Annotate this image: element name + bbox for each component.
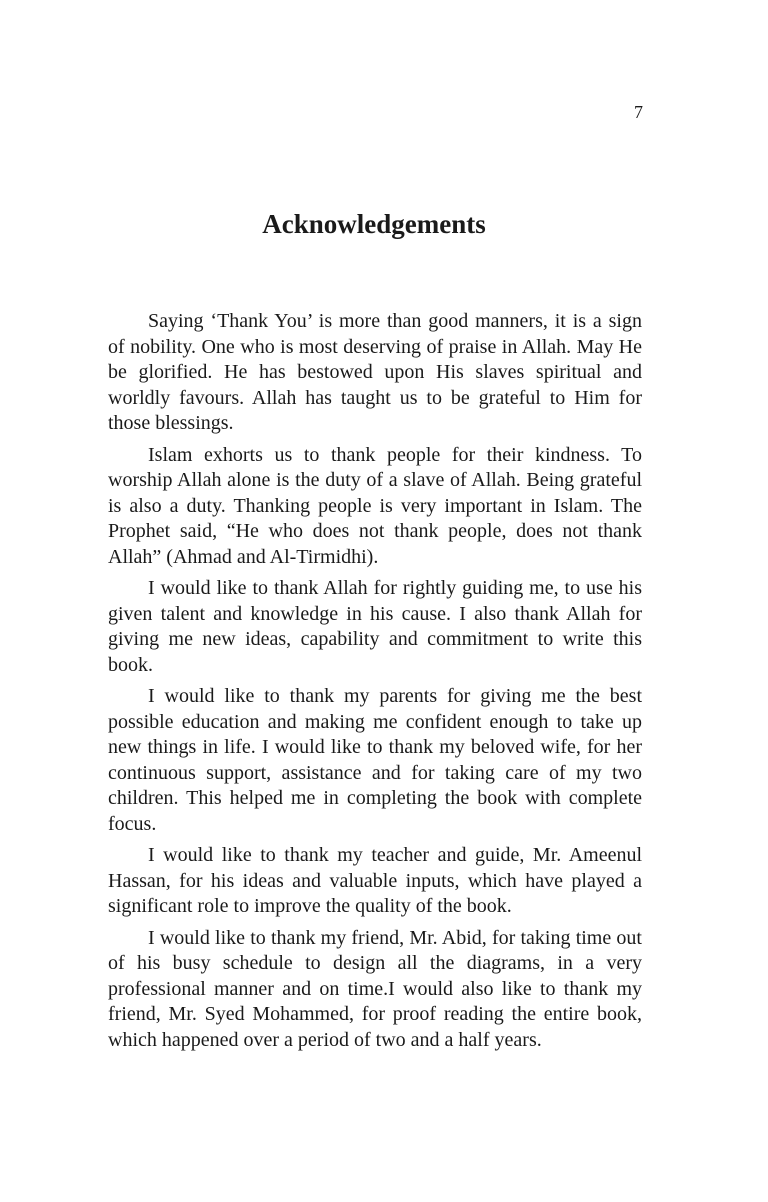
acknowledgements-body: [108, 309, 642, 1059]
page-title: Acknowledgements: [262, 209, 486, 239]
paragraph: I would like to thank my teacher and guide, Mr. Ameenul Hassan, for his ideas and valuable inputs, which have played a significant role to improve the quality of the book.: [108, 844, 642, 917]
paragraph: I would like to thank Allah for rightly guiding me, to use his given talent and knowledge in his cause. I also thank Allah for giving me new ideas, capability and commitment to write this book.: [108, 577, 642, 676]
paragraph: Saying ‘Thank You’ is more than good manners, it is a sign of nobility. One who is most deserving of praise in Allah. May He be glorified. He has bestowed upon His slaves spiritual and worldly favours. Allah has taught us to be grateful to Him for those blessings.: [108, 310, 642, 434]
paragraph: I would like to thank my friend, Mr. Abid, for taking time out of his busy schedule to design all the diagrams, in a very professional manner and on time.I would also like to thank my friend, Mr. Syed Mohammed, for proof reading the entire book, which happened over a period of two and a half years.: [108, 926, 642, 1051]
paragraph: I would like to thank my parents for giving me the best possible education and making me confident enough to take up new things in life. I would like to thank my beloved wife, for her continuous support, assistance and for taking care of my two children. This helped me in completing the book with complete focus.: [108, 685, 642, 835]
paragraph: Islam exhorts us to thank people for their kindness. To worship Allah alone is the duty of a slave of Allah. Being grateful is also a duty. Thanking people is very important in Islam. The Prophet said, “He who does not thank people, does not thank Allah” (Ahmad and Al-Tirmidhi).: [108, 443, 642, 568]
page-number: 7: [634, 102, 643, 122]
